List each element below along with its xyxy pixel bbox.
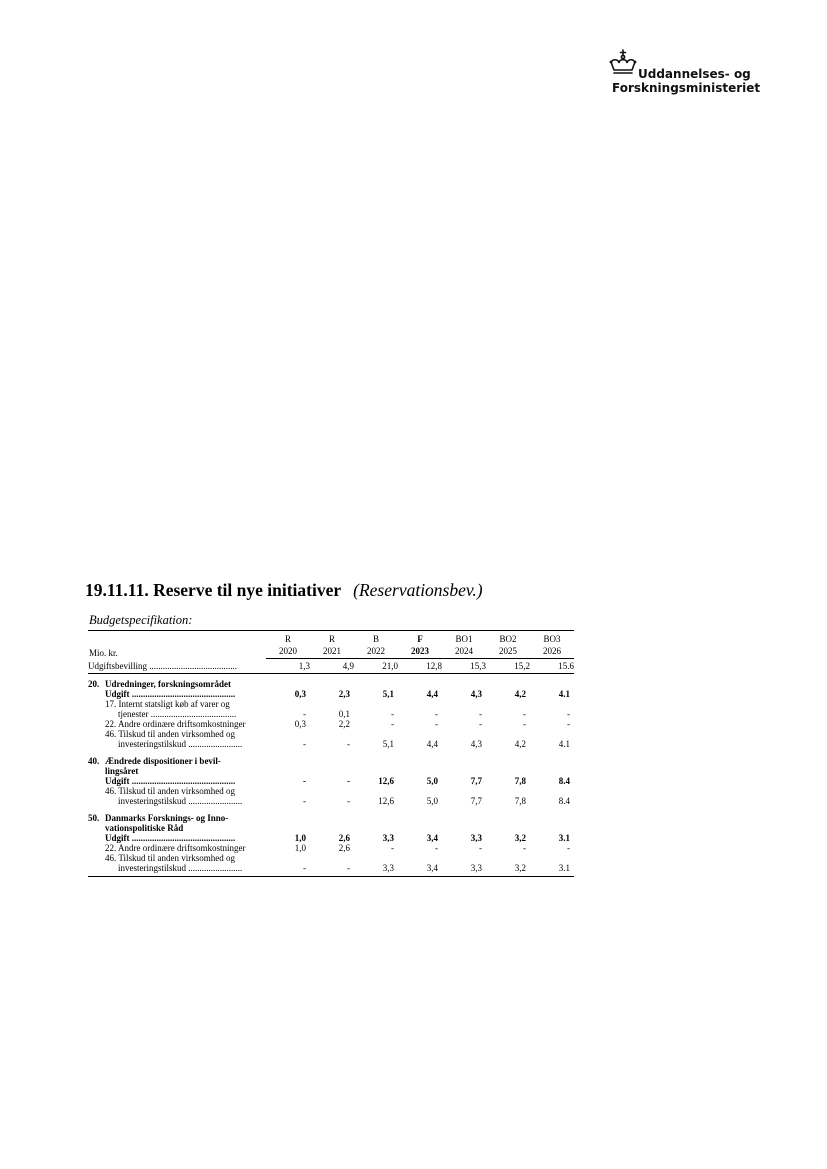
- table-row-section-title: [88, 674, 574, 690]
- ministry-logo: [607, 48, 767, 98]
- cell: 2,6: [338, 833, 350, 843]
- cell: 3,2: [486, 863, 530, 877]
- cell: 4,4: [426, 739, 438, 749]
- ministry-name: [612, 67, 760, 95]
- cell: -: [303, 739, 306, 749]
- col-type: BO3: [530, 631, 574, 646]
- section-name: Danmarks Forsknings- og Inno-: [105, 813, 229, 823]
- cell: 1,0: [294, 833, 306, 843]
- section-heading: [85, 579, 483, 601]
- budget-table: [88, 630, 574, 877]
- col-type: R: [266, 631, 310, 646]
- cell: -: [391, 709, 394, 719]
- cell: 12,6: [378, 776, 394, 786]
- cell: 4,3: [470, 739, 482, 749]
- cell: -: [523, 843, 526, 853]
- table-row-section-title: [88, 766, 574, 776]
- cell: -: [567, 709, 570, 719]
- row-label: 46. Tilskud til anden virksomhed og: [105, 786, 236, 796]
- cell: 15,3: [442, 659, 486, 674]
- table-row-total: [88, 659, 574, 674]
- table-row: [88, 786, 574, 796]
- table-row: [88, 739, 574, 749]
- table-row: [88, 796, 574, 806]
- cell: 4,9: [310, 659, 354, 674]
- section-number: 40.: [88, 756, 100, 766]
- row-label: investeringstilskud ........................: [118, 796, 243, 806]
- col-type: F: [398, 631, 442, 646]
- cell: 3,3: [442, 863, 486, 877]
- cell: 21,0: [354, 659, 398, 674]
- cell: 15.6: [530, 659, 574, 674]
- cell: -: [303, 709, 306, 719]
- cell: 3,3: [354, 863, 398, 877]
- cell: 3,3: [470, 833, 482, 843]
- section-name: Udredninger, forskningsområdet: [105, 679, 232, 689]
- cell: -: [391, 719, 394, 729]
- cell: -: [303, 796, 306, 806]
- cell: 1,3: [266, 659, 310, 674]
- col-year: 2021: [310, 645, 354, 659]
- row-label: Udgift ..............................................: [105, 689, 236, 699]
- cell: 3,4: [398, 863, 442, 877]
- cell: -: [347, 776, 350, 786]
- cell: -: [435, 719, 438, 729]
- unit-label: Mio. kr.: [88, 631, 266, 659]
- row-label: 22. Andre ordinære driftsomkostninger: [105, 843, 246, 853]
- table-row-section-title: [88, 813, 574, 823]
- row-label: 46. Tilskud til anden virksomhed og: [105, 853, 236, 863]
- col-year: 2020: [266, 645, 310, 659]
- cell: -: [347, 739, 350, 749]
- cell: 3,2: [514, 833, 526, 843]
- cell: 2,2: [338, 719, 350, 729]
- cell: 5,1: [382, 739, 394, 749]
- cell: 4.1: [558, 689, 570, 699]
- col-year: 2022: [354, 645, 398, 659]
- section-subtitle: (Reservationsbev.): [353, 580, 483, 600]
- cell: -: [523, 709, 526, 719]
- table-row-section-title: [88, 823, 574, 833]
- cell: -: [310, 863, 354, 877]
- table-row: [88, 863, 574, 877]
- ministry-name-line1: Uddannelses- og: [638, 67, 751, 81]
- row-label: 17. Internt statsligt køb af varer og: [105, 699, 230, 709]
- cell: -: [303, 776, 306, 786]
- table-row: [88, 699, 574, 709]
- row-label: investeringstilskud ........................: [88, 863, 266, 877]
- cell: 3.1: [558, 833, 570, 843]
- budget-spec-label: Budgetspecifikation:: [89, 613, 193, 627]
- table-row: [88, 729, 574, 739]
- row-label: investeringstilskud ........................: [118, 739, 243, 749]
- ministry-name-line2: Forskningsministeriet: [612, 81, 761, 95]
- cell: 4,3: [470, 689, 482, 699]
- cell: 4.1: [558, 739, 570, 749]
- table-row: [88, 709, 574, 719]
- cell: 7,8: [514, 776, 526, 786]
- cell: -: [479, 719, 482, 729]
- table-row: [88, 853, 574, 863]
- cell: 8.4: [558, 776, 570, 786]
- cell: 3.1: [530, 863, 574, 877]
- cell: 5,0: [426, 796, 438, 806]
- cell: 12,6: [378, 796, 394, 806]
- table-row-section-title: [88, 756, 574, 766]
- cell: 4,4: [426, 689, 438, 699]
- section-name: vationspolitiske Råd: [105, 823, 184, 833]
- cell: 0,3: [294, 719, 306, 729]
- cell: -: [567, 843, 570, 853]
- table-row-udgift: [88, 833, 574, 843]
- col-year: 2025: [486, 645, 530, 659]
- cell: 5,1: [382, 689, 394, 699]
- cell: 15,2: [486, 659, 530, 674]
- cell: -: [435, 843, 438, 853]
- cell: -: [567, 719, 570, 729]
- row-label: 46. Tilskud til anden virksomhed og: [105, 729, 236, 739]
- col-year: 2024: [442, 645, 486, 659]
- section-name: lingsåret: [105, 766, 139, 776]
- cell: -: [479, 709, 482, 719]
- row-label: Udgiftsbevilling .......................................: [88, 659, 266, 674]
- section-name: Ændrede dispositioner i bevil-: [105, 756, 221, 766]
- cell: -: [523, 719, 526, 729]
- col-type: BO2: [486, 631, 530, 646]
- cell: 0,1: [338, 709, 350, 719]
- header-row-types: [88, 631, 574, 646]
- col-year: 2026: [530, 645, 574, 659]
- cell: 7,8: [514, 796, 526, 806]
- cell: 4,2: [514, 739, 526, 749]
- cell: 8.4: [558, 796, 570, 806]
- table-row-udgift: [88, 776, 574, 786]
- cell: -: [435, 709, 438, 719]
- table-row: [88, 719, 574, 729]
- cell: 7,7: [470, 796, 482, 806]
- cell: 4,2: [514, 689, 526, 699]
- section-number: 20.: [88, 679, 100, 689]
- section-title: 19.11.11. Reserve til nye initiativer: [85, 580, 342, 600]
- cell: 2,6: [338, 843, 350, 853]
- cell: 7,7: [470, 776, 482, 786]
- table-row: [88, 843, 574, 853]
- section-number: 50.: [88, 813, 100, 823]
- cell: 3,4: [426, 833, 438, 843]
- col-year: 2023: [398, 645, 442, 659]
- col-type: R: [310, 631, 354, 646]
- table-row-udgift: [88, 689, 574, 699]
- cell: 1,0: [294, 843, 306, 853]
- cell: -: [347, 796, 350, 806]
- budget-table-wrapper: [88, 630, 574, 877]
- cell: -: [479, 843, 482, 853]
- row-label: tjenester ......................................: [118, 709, 237, 719]
- cell: 0,3: [294, 689, 306, 699]
- cell: 12,8: [398, 659, 442, 674]
- cell: -: [391, 843, 394, 853]
- row-label: Udgift ..............................................: [105, 776, 236, 786]
- cell: -: [266, 863, 310, 877]
- cell: 5,0: [426, 776, 438, 786]
- col-type: B: [354, 631, 398, 646]
- row-label: Udgift ..............................................: [105, 833, 236, 843]
- cell: 3,3: [382, 833, 394, 843]
- cell: 2,3: [338, 689, 350, 699]
- row-label: 22. Andre ordinære driftsomkostninger: [105, 719, 246, 729]
- col-type: BO1: [442, 631, 486, 646]
